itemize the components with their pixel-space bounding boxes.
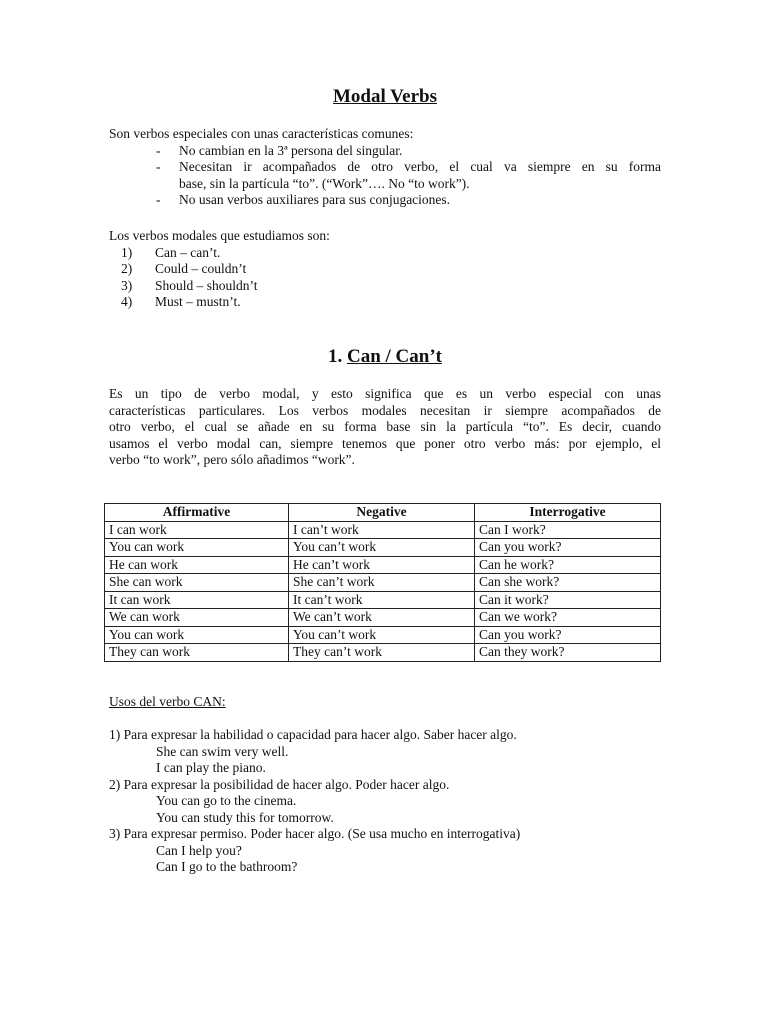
cell-interrogative: Can they work?: [475, 644, 661, 662]
cell-interrogative: Can he work?: [475, 556, 661, 574]
modal-item: [109, 278, 661, 295]
paragraph-line: otro verbo, el cual se añade en su forma base sin la partícula “to”. Es decir, cuando: [109, 419, 661, 434]
modals-lead: Los verbos modales que estudiamos son:: [109, 228, 330, 243]
item-text: Must – mustn’t.: [155, 294, 241, 309]
bullet-text-line: Necesitan ir acompañados de otro verbo, el cual va siempre en su forma: [179, 159, 661, 174]
cell-negative: We can’t work: [289, 609, 475, 627]
use-item: 3) Para expresar permiso. Poder hacer algo. (Se usa mucho en interrogativa): [109, 826, 521, 841]
cell-affirmative: I can work: [105, 521, 289, 539]
intro-lead: Son verbos especiales con unas características comunes:: [109, 126, 414, 141]
bullet-text: No cambian en la 3ª persona del singular.: [179, 142, 403, 158]
cell-negative: She can’t work: [289, 574, 475, 592]
use-example: She can swim very well.: [156, 743, 289, 759]
use-example: You can go to the cinema.: [156, 793, 297, 808]
use-example: You can study this for tomorrow.: [156, 809, 334, 825]
bullet-text: No usan verbos auxiliares para sus conjugaciones.: [179, 192, 451, 207]
cell-negative: He can’t work: [289, 556, 475, 574]
cell-interrogative: Can I work?: [475, 521, 661, 539]
table-row: [105, 591, 661, 609]
cell-interrogative: Can we work?: [475, 609, 661, 627]
cell-affirmative: You can work: [105, 626, 289, 644]
item-text: Could – couldn’t: [155, 261, 247, 276]
cell-affirmative: She can work: [105, 574, 289, 592]
paragraph-line: características particulares. Los verbos modales necesitan ir siempre acompañados de: [109, 402, 661, 418]
table-row: [105, 539, 661, 557]
use-example: Can I help you?: [156, 842, 242, 858]
intro-section: [109, 126, 661, 209]
cell-affirmative: You can work: [105, 539, 289, 557]
cell-affirmative: They can work: [105, 644, 289, 662]
cell-negative: You can’t work: [289, 539, 475, 557]
column-header: Interrogative: [475, 504, 661, 522]
table-row: [105, 574, 661, 592]
use-item: 1) Para expresar la habilidad o capacidad para hacer algo. Saber hacer algo.: [109, 727, 517, 742]
intro-bullet: [109, 143, 661, 160]
modal-item: [109, 294, 661, 311]
cell-affirmative: It can work: [105, 591, 289, 609]
cell-negative: They can’t work: [289, 644, 475, 662]
section-heading: [109, 346, 661, 368]
bullet-dash: -: [156, 142, 161, 158]
table-row: [105, 626, 661, 644]
use-example: I can play the piano.: [156, 760, 266, 775]
use-example: Can I go to the bathroom?: [156, 859, 298, 874]
cell-interrogative: Can you work?: [475, 626, 661, 644]
section-number: 1.: [327, 346, 343, 367]
cell-interrogative: Can you work?: [475, 539, 661, 557]
modal-item: [109, 261, 661, 278]
table-row: [105, 556, 661, 574]
cell-negative: You can’t work: [289, 626, 475, 644]
item-number: 2): [121, 261, 133, 276]
uses-section: [109, 694, 661, 876]
column-header: Affirmative: [105, 504, 289, 522]
table-row: [105, 609, 661, 627]
use-item: 2) Para expresar la posibilidad de hacer algo. Poder hacer algo.: [109, 776, 450, 792]
item-number: 1): [121, 244, 133, 260]
cell-interrogative: Can it work?: [475, 591, 661, 609]
section-title: Can / Can’t: [346, 346, 442, 367]
cell-affirmative: He can work: [105, 556, 289, 574]
item-text: Should – shouldn’t: [155, 277, 258, 293]
cell-negative: It can’t work: [289, 591, 475, 609]
bullet-text-line: base, sin la partícula “to”. (“Work”…. No “to work”).: [179, 175, 470, 191]
paragraph-line: verbo “to work”, pero sólo añadimos “work”.: [109, 452, 355, 467]
cell-negative: I can’t work: [289, 521, 475, 539]
intro-bullet: [109, 192, 661, 209]
item-number: 4): [121, 294, 133, 309]
table-row: [105, 521, 661, 539]
table-header-row: [105, 504, 661, 522]
section-paragraph: [109, 386, 661, 469]
bullet-dash: -: [156, 159, 161, 174]
paragraph-line: usamos el verbo modal can, siempre tenemos que poner otro verbo más: por ejemplo, el: [109, 435, 661, 451]
column-header: Negative: [289, 504, 475, 522]
cell-interrogative: Can she work?: [475, 574, 661, 592]
spacer: [109, 711, 661, 728]
page-title: Modal Verbs: [333, 86, 437, 107]
table-row: [105, 644, 661, 662]
paragraph-line: Es un tipo de verbo modal, y esto significa que es un verbo especial con unas: [109, 386, 661, 401]
modals-section: [109, 228, 661, 311]
uses-heading: Usos del verbo CAN:: [109, 694, 226, 709]
modal-item: [109, 245, 661, 262]
item-number: 3): [121, 277, 133, 293]
item-text: Can – can’t.: [155, 244, 221, 260]
bullet-dash: -: [156, 192, 161, 207]
conjugation-table: [104, 503, 661, 662]
cell-affirmative: We can work: [105, 609, 289, 627]
intro-bullet: [109, 159, 661, 192]
